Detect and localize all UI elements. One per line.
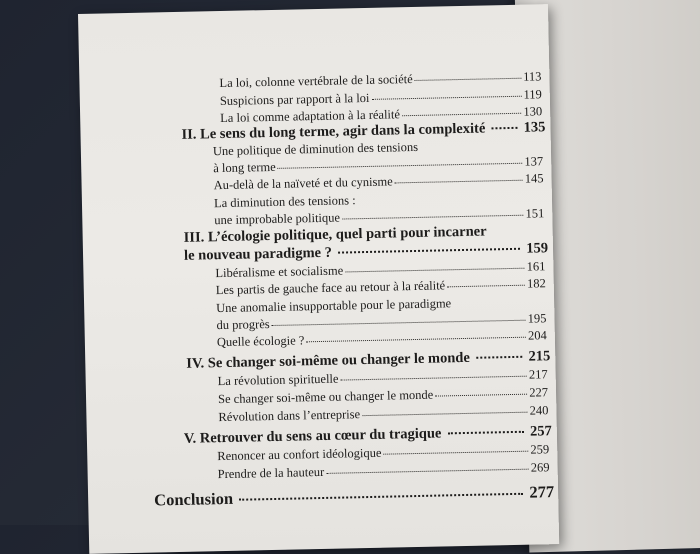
toc-entry [215,260,545,279]
toc-chapter-page: 257 [529,423,553,440]
toc-entry-line [213,138,543,157]
toc-chapter-title: V. Retrouver du sens au cœur du tragique [183,425,442,447]
toc-entry-title: Une anomalie insupportable pour le paradigme [216,296,452,316]
dot-leader [491,127,517,130]
toc-entry-page: 240 [529,403,549,418]
toc-chapter-page: 135 [523,119,546,136]
dot-leader [338,248,520,254]
dot-leader [383,451,528,455]
toc-entry-page: 227 [529,385,549,400]
dot-leader [402,113,521,117]
toc-chapter [186,349,550,371]
toc-entry-title: Prendre de la hauteur [217,464,325,482]
dot-leader [272,320,526,326]
dot-leader [278,163,523,169]
toc-entry-title: Se changer soi-même ou changer le monde [217,387,434,407]
toc-entry-title: Au-delà de la naïveté et du cynisme [213,174,393,193]
toc-entry [220,88,542,107]
toc-entry-line [216,295,546,314]
dot-leader [395,180,523,184]
toc-chapter-page: 215 [528,348,551,365]
toc-entry-title: La loi, colonne vertébrale de la société [219,72,413,91]
toc-entry-title: La loi comme adaptation à la réalité [220,107,401,126]
toc-entry-title: Libéralisme et socialisme [215,263,344,281]
toc-entry-title: Les partis de gauche face au retour à la réalité [215,278,446,298]
toc-entry [217,329,547,348]
toc-entry-line [214,190,544,209]
toc-entry-page: 151 [525,206,545,221]
dot-leader [306,337,526,343]
toc-entry-title: à long terme [213,159,276,176]
toc-chapter-title: III. L’écologie politique, quel parti pour incarner [183,223,487,246]
toc-conclusion-title: Conclusion [153,488,234,510]
dot-leader [447,285,525,288]
toc-entry-page: 113 [522,69,542,84]
toc-entry-page: 130 [523,104,543,119]
toc-conclusion [154,484,554,509]
toc-entry [216,312,546,331]
dot-leader [371,96,521,100]
toc-entry-title: La diminution des tensions : [213,193,356,211]
toc-entry-page: 195 [527,311,547,326]
toc-entry-page: 119 [523,87,542,102]
toc-chapter [184,424,552,446]
toc-entry [213,172,543,191]
dot-leader [415,78,521,81]
toc-entry [219,70,541,89]
toc-entry-page: 182 [526,276,546,291]
dot-leader [341,376,527,381]
toc-entry-title: Révolution dans l’entreprise [218,407,361,425]
toc-conclusion-page: 277 [529,482,555,502]
toc-entry-title: une improbable politique [214,210,341,228]
dot-leader [476,356,523,359]
dot-leader [345,268,524,273]
toc-entry-title: Renoncer au confort idéologique [217,445,382,464]
toc-entry-page: 137 [524,154,544,169]
toc-entry [216,277,546,296]
toc-entry [218,404,548,423]
toc-entry-title: Suspicions par rapport à la loi [219,90,370,109]
toc-entry-page: 145 [524,171,544,186]
toc-chapter-page: 159 [526,240,549,257]
dot-leader [447,431,524,435]
toc-entry-title: La révolution spirituelle [217,371,339,389]
toc-entry [213,155,543,174]
toc-entry [218,368,548,387]
toc-entry-title: Une politique de diminution des tensions [212,139,419,159]
toc-entry-page: 217 [528,367,548,382]
book-page [78,4,559,554]
toc-entry-page: 204 [527,328,547,343]
toc-entry [217,443,549,462]
toc-chapter-title: IV. Se changer soi-même ou changer le monde [186,349,471,372]
toc-chapter-title: le nouveau paradigme ? [183,244,333,264]
toc-entry [218,461,550,480]
toc-entry [218,386,548,405]
toc-entry-title: Quelle écologie ? [216,333,305,350]
dot-leader [342,215,524,220]
toc-entry-page: 269 [530,460,550,475]
toc-entry-title: du progrès [216,317,270,333]
table-of-contents [78,4,555,510]
dot-leader [362,412,528,416]
dot-leader [239,493,523,501]
toc-entry-page: 259 [530,442,550,457]
toc-entry-page: 161 [526,259,546,274]
dot-leader [435,394,527,397]
dot-leader [326,469,529,474]
toc-chapter-title: II. Le sens du long terme, agir dans la complexité [181,120,486,143]
